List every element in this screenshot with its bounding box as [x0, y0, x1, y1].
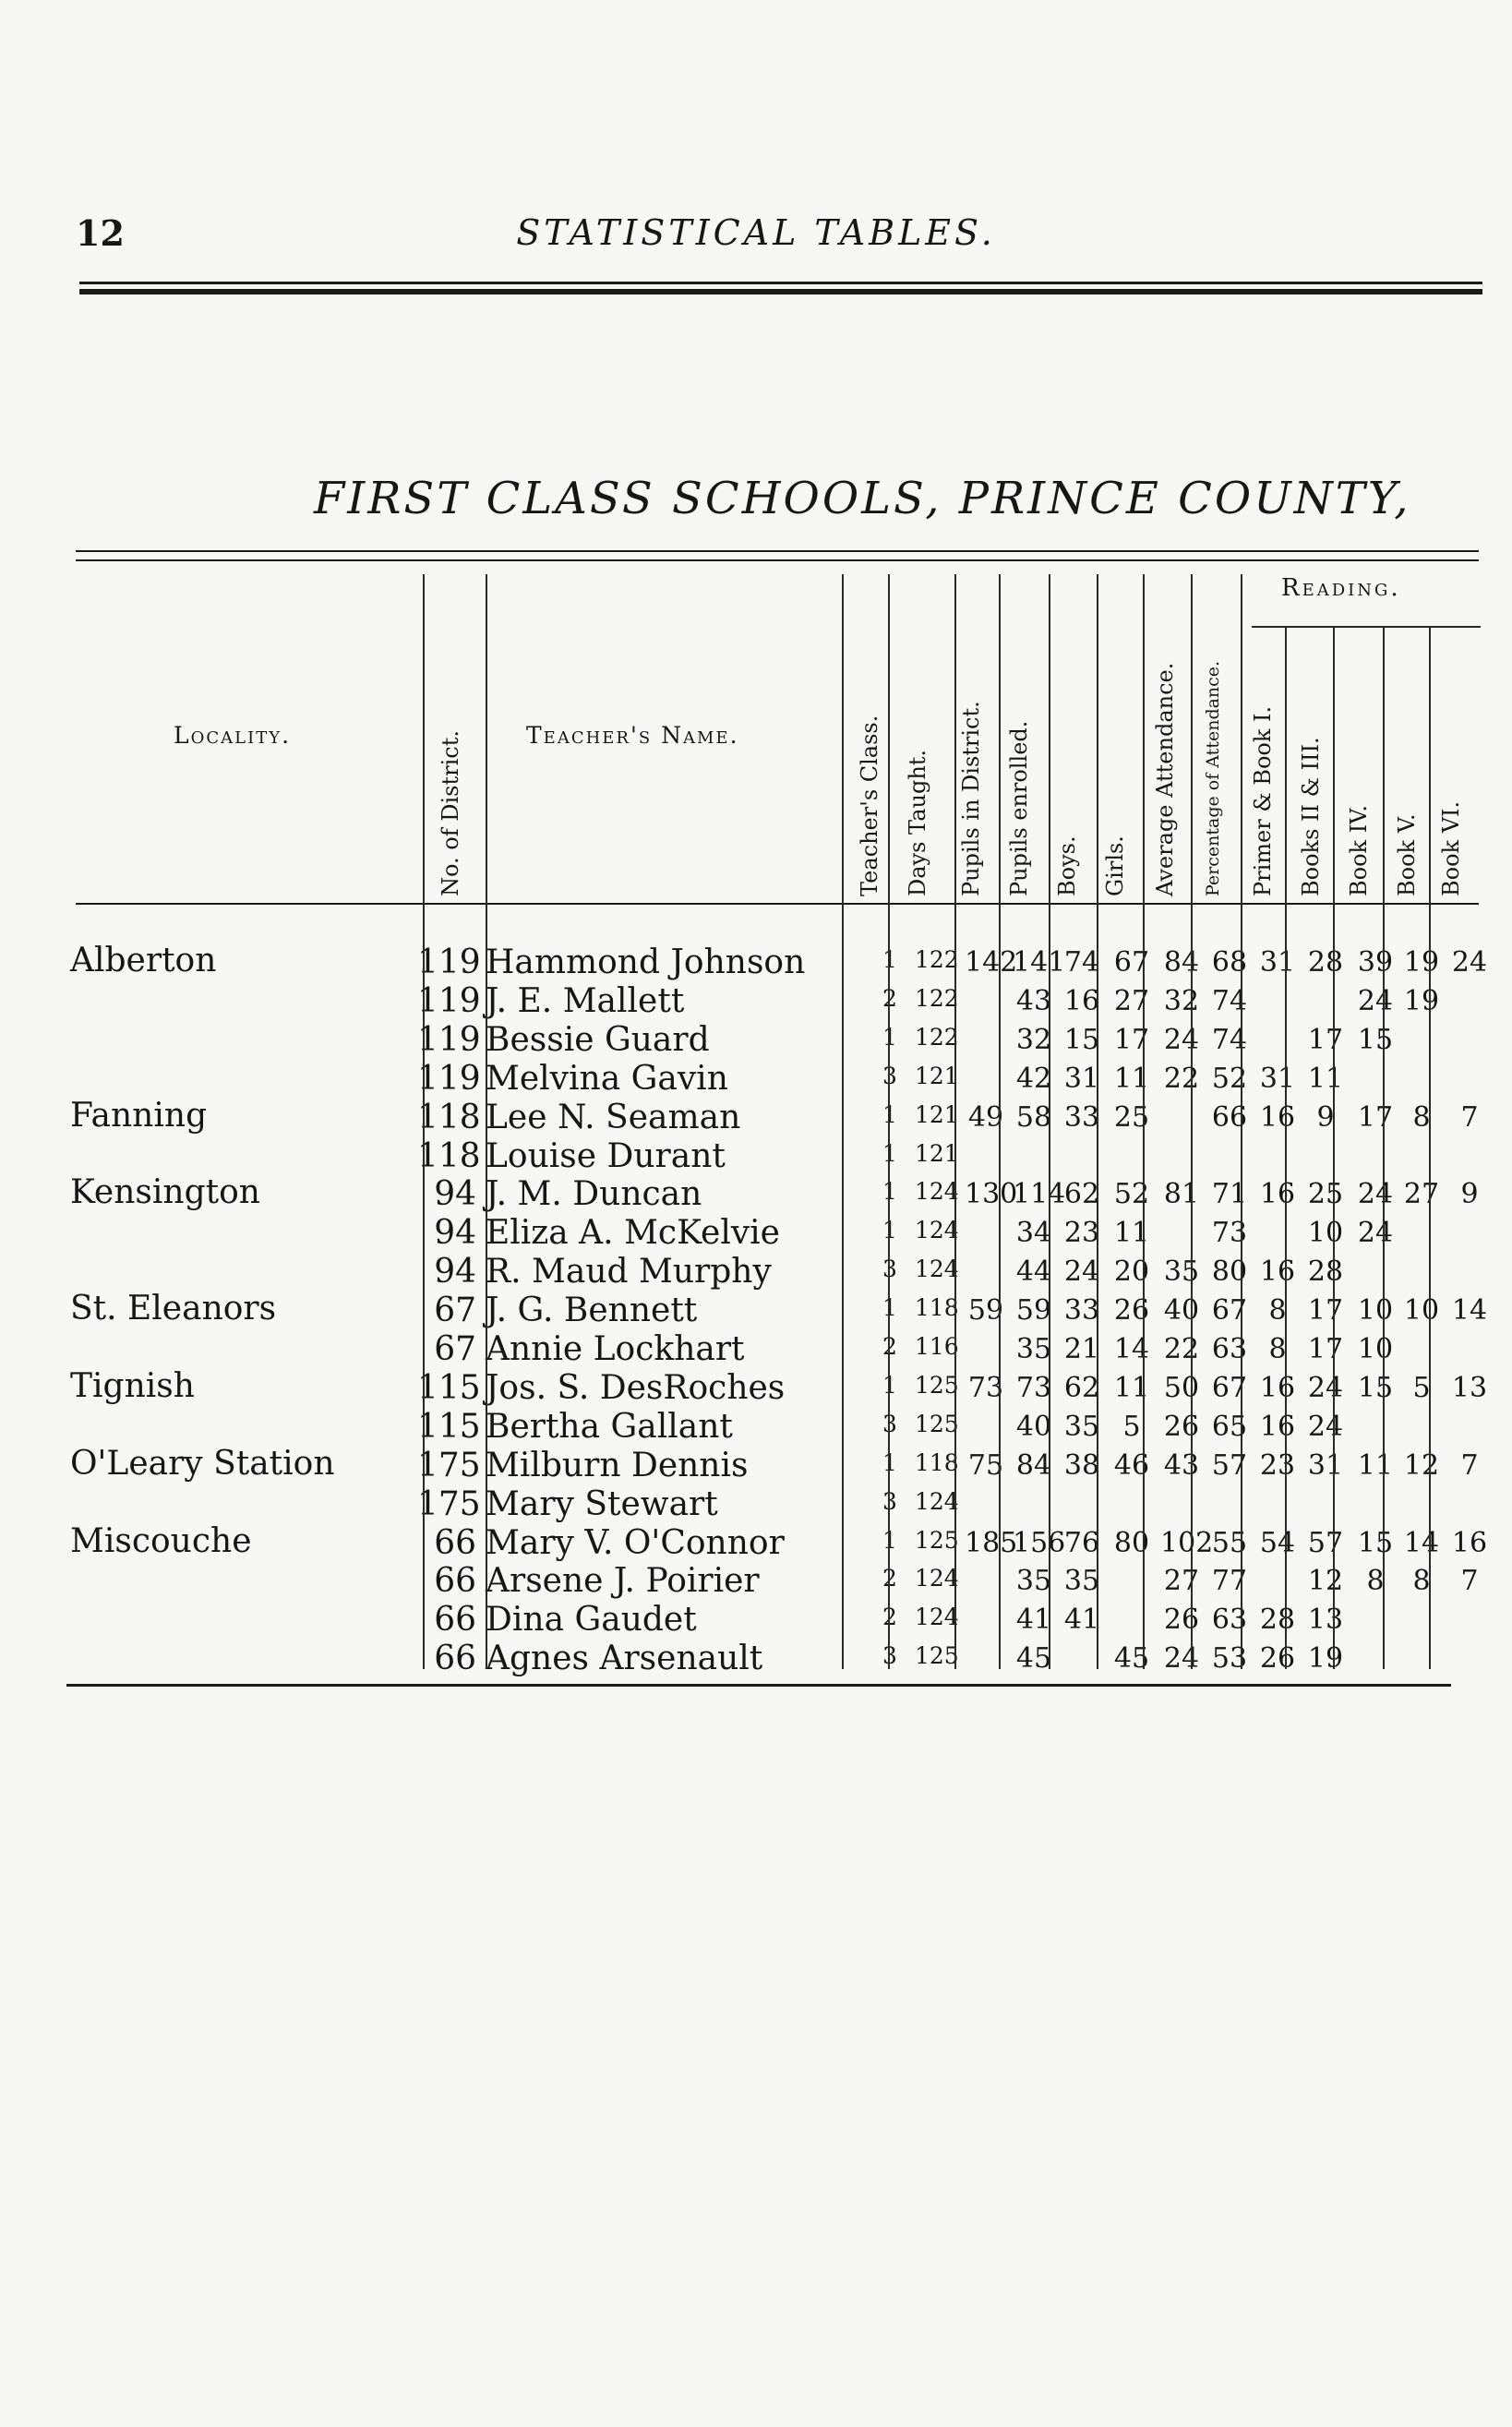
district-cell: 94	[434, 1253, 476, 1291]
data-cell: 14	[1403, 1527, 1440, 1559]
header-book-5: Book V.	[1394, 813, 1420, 896]
district-cell: 119	[417, 1060, 481, 1098]
data-cell: 65	[1211, 1411, 1248, 1443]
header-book-6: Book VI.	[1438, 800, 1464, 896]
data-cell: 28	[1307, 1256, 1344, 1288]
data-cell: 16	[1063, 985, 1100, 1017]
data-cell: 3	[882, 1256, 897, 1282]
data-cell: 81	[1163, 1178, 1200, 1210]
teacher-name-cell: Hammond Johnson	[486, 943, 806, 981]
data-cell: 142	[965, 946, 1018, 979]
data-cell: 24	[1357, 1217, 1394, 1249]
column-rule	[1049, 574, 1050, 1669]
teacher-name-cell: Bertha Gallant	[486, 1408, 733, 1446]
data-cell: 8	[1268, 1294, 1287, 1327]
data-cell: 25	[1113, 1101, 1150, 1134]
column-rule	[842, 574, 844, 1669]
data-cell: 11	[1357, 1449, 1394, 1482]
data-cell: 32	[1015, 1024, 1052, 1056]
data-cell: 8	[1366, 1565, 1385, 1597]
data-cell: 14	[1451, 1294, 1488, 1327]
header-teacher-name: Teacher's Name.	[526, 722, 739, 749]
header-bottom-rule	[76, 903, 1479, 905]
data-cell: 67	[1211, 1294, 1248, 1327]
data-cell: 13	[1451, 1372, 1488, 1404]
data-cell: 20	[1113, 1256, 1150, 1288]
data-cell: 156	[1013, 1527, 1066, 1559]
header-rule-thick	[79, 289, 1482, 294]
data-cell: 121	[915, 1140, 959, 1167]
data-cell: 21	[1063, 1333, 1100, 1365]
table-bottom-rule	[66, 1684, 1451, 1687]
column-rule	[1285, 628, 1287, 1669]
data-cell: 10	[1403, 1294, 1440, 1327]
data-cell: 17	[1307, 1333, 1344, 1365]
locality-cell: St. Eleanors	[70, 1290, 277, 1328]
data-cell: 9	[1460, 1178, 1479, 1210]
data-cell: 74	[1063, 946, 1100, 979]
data-cell: 55	[1211, 1527, 1248, 1559]
column-rule	[1097, 574, 1098, 1669]
data-cell: 125	[915, 1642, 959, 1669]
teacher-name-cell: Louise Durant	[486, 1137, 726, 1175]
data-cell: 32	[1163, 985, 1200, 1017]
locality-cell: Kensington	[70, 1173, 260, 1211]
data-cell: 19	[1403, 946, 1440, 979]
data-cell: 53	[1211, 1642, 1248, 1675]
data-cell: 8	[1268, 1333, 1287, 1365]
header-girls: Girls.	[1102, 835, 1128, 896]
data-cell: 46	[1113, 1449, 1150, 1482]
data-cell: 84	[1015, 1449, 1052, 1482]
district-cell: 67	[434, 1330, 476, 1368]
data-cell: 1	[882, 1178, 897, 1205]
data-cell: 71	[1211, 1178, 1248, 1210]
data-cell: 31	[1259, 946, 1296, 979]
data-cell: 16	[1259, 1372, 1296, 1404]
column-rule	[888, 574, 890, 1669]
data-cell: 33	[1063, 1101, 1100, 1134]
data-cell: 1	[882, 1024, 897, 1051]
district-cell: 115	[417, 1369, 481, 1407]
teacher-name-cell: Melvina Gavin	[486, 1060, 728, 1098]
data-cell: 3	[882, 1642, 897, 1669]
data-cell: 15	[1357, 1527, 1394, 1559]
data-cell: 16	[1259, 1411, 1296, 1443]
data-cell: 114	[1013, 1178, 1066, 1210]
data-cell: 27	[1403, 1178, 1440, 1210]
data-cell: 67	[1113, 946, 1150, 979]
data-cell: 40	[1163, 1294, 1200, 1327]
data-cell: 102	[1160, 1527, 1214, 1559]
data-cell: 75	[967, 1449, 1004, 1482]
data-cell: 26	[1113, 1294, 1150, 1327]
data-cell: 54	[1259, 1527, 1296, 1559]
teacher-name-cell: J. G. Bennett	[486, 1292, 698, 1329]
data-cell: 41	[1015, 1604, 1052, 1636]
data-cell: 122	[915, 985, 959, 1012]
data-cell: 141	[1013, 946, 1066, 979]
column-rule	[1241, 574, 1242, 1669]
district-cell: 119	[417, 1021, 481, 1059]
locality-cell: Tignish	[70, 1367, 195, 1405]
data-cell: 57	[1211, 1449, 1248, 1482]
data-cell: 17	[1113, 1024, 1150, 1056]
header-teachers-class: Teacher's Class.	[857, 715, 882, 896]
running-head: STATISTICAL TABLES.	[516, 212, 996, 253]
data-cell: 3	[882, 1488, 897, 1515]
data-cell: 2	[882, 1565, 897, 1592]
district-cell: 66	[434, 1601, 476, 1639]
data-cell: 35	[1015, 1333, 1052, 1365]
data-cell: 67	[1211, 1372, 1248, 1404]
column-rule	[1143, 574, 1145, 1669]
teacher-name-cell: Dina Gaudet	[486, 1601, 697, 1639]
data-cell: 22	[1163, 1063, 1200, 1095]
data-cell: 24	[1357, 985, 1394, 1017]
header-books-2-3: Books II & III.	[1298, 737, 1324, 896]
data-cell: 33	[1063, 1294, 1100, 1327]
data-cell: 1	[882, 1140, 897, 1167]
data-cell: 124	[915, 1604, 959, 1630]
data-cell: 11	[1113, 1217, 1150, 1249]
district-cell: 118	[417, 1137, 481, 1175]
data-cell: 121	[915, 1063, 959, 1089]
data-cell: 39	[1357, 946, 1394, 979]
teacher-name-cell: Bessie Guard	[486, 1021, 710, 1059]
locality-cell: Miscouche	[70, 1522, 252, 1560]
data-cell: 19	[1307, 1642, 1344, 1675]
data-cell: 122	[915, 946, 959, 973]
data-cell: 62	[1063, 1372, 1100, 1404]
data-cell: 24	[1357, 1178, 1394, 1210]
data-cell: 11	[1113, 1063, 1150, 1095]
data-cell: 15	[1357, 1024, 1394, 1056]
data-cell: 3	[882, 1063, 897, 1089]
data-cell: 59	[1015, 1294, 1052, 1327]
data-cell: 74	[1211, 1024, 1248, 1056]
teacher-name-cell: Lee N. Seaman	[486, 1099, 741, 1136]
data-cell: 124	[915, 1256, 959, 1282]
data-cell: 22	[1163, 1333, 1200, 1365]
data-cell: 27	[1113, 985, 1150, 1017]
data-cell: 44	[1015, 1256, 1052, 1288]
district-cell: 175	[417, 1485, 481, 1523]
column-rule	[1333, 628, 1335, 1669]
data-cell: 16	[1259, 1256, 1296, 1288]
data-cell: 17	[1307, 1294, 1344, 1327]
data-cell: 26	[1259, 1642, 1296, 1675]
data-cell: 42	[1015, 1063, 1052, 1095]
data-cell: 17	[1357, 1101, 1394, 1134]
data-cell: 122	[915, 1024, 959, 1051]
data-cell: 80	[1211, 1256, 1248, 1288]
data-cell: 185	[965, 1527, 1018, 1559]
data-cell: 7	[1460, 1565, 1479, 1597]
teacher-name-cell: R. Maud Murphy	[486, 1253, 772, 1291]
data-cell: 11	[1113, 1372, 1150, 1404]
data-cell: 12	[1307, 1565, 1344, 1597]
teacher-name-cell: J. M. Duncan	[486, 1175, 702, 1213]
header-locality: Locality.	[174, 722, 292, 749]
header-pupils-in-district: Pupils in District.	[958, 701, 984, 896]
data-cell: 49	[967, 1101, 1004, 1134]
data-cell: 2	[882, 985, 897, 1012]
data-cell: 50	[1163, 1372, 1200, 1404]
data-cell: 19	[1403, 985, 1440, 1017]
header-pupils-enrolled: Pupils enrolled.	[1006, 720, 1032, 896]
data-cell: 12	[1403, 1449, 1440, 1482]
column-rule	[1383, 628, 1385, 1669]
data-cell: 8	[1412, 1565, 1431, 1597]
teacher-name-cell: Eliza A. McKelvie	[486, 1214, 780, 1252]
teacher-name-cell: Annie Lockhart	[486, 1330, 745, 1368]
data-cell: 1	[882, 1527, 897, 1554]
data-cell: 16	[1451, 1527, 1488, 1559]
column-rule	[423, 574, 425, 1669]
data-cell: 45	[1015, 1642, 1052, 1675]
data-cell: 24	[1163, 1642, 1200, 1675]
district-cell: 118	[417, 1099, 481, 1136]
data-cell: 1	[882, 1217, 897, 1244]
column-rule	[1191, 574, 1193, 1669]
data-cell: 2	[882, 1604, 897, 1630]
data-cell: 116	[915, 1333, 959, 1360]
district-cell: 115	[417, 1408, 481, 1446]
teacher-name-cell: Mary Stewart	[486, 1485, 718, 1523]
table-title: FIRST CLASS SCHOOLS, PRINCE COUNTY,	[314, 473, 1411, 524]
data-cell: 23	[1259, 1449, 1296, 1482]
table-top-rule-2	[76, 559, 1479, 561]
data-cell: 5	[1412, 1372, 1431, 1404]
data-cell: 14	[1113, 1333, 1150, 1365]
header-boys: Boys.	[1054, 835, 1080, 896]
data-cell: 24	[1307, 1372, 1344, 1404]
data-cell: 77	[1211, 1565, 1248, 1597]
data-cell: 23	[1063, 1217, 1100, 1249]
district-cell: 66	[434, 1524, 476, 1562]
data-cell: 10	[1307, 1217, 1344, 1249]
data-cell: 43	[1163, 1449, 1200, 1482]
data-cell: 84	[1163, 946, 1200, 979]
data-cell: 10	[1357, 1333, 1394, 1365]
locality-cell: Alberton	[70, 942, 217, 979]
data-cell: 68	[1211, 946, 1248, 979]
table-top-rule	[76, 550, 1479, 552]
data-cell: 28	[1307, 946, 1344, 979]
data-cell: 52	[1211, 1063, 1248, 1095]
teacher-name-cell: Jos. S. DesRoches	[486, 1369, 786, 1407]
data-cell: 124	[915, 1178, 959, 1205]
page-number: 12	[76, 212, 125, 254]
district-cell: 94	[434, 1175, 476, 1213]
data-cell: 5	[1122, 1411, 1141, 1443]
district-cell: 67	[434, 1292, 476, 1329]
data-cell: 2	[882, 1333, 897, 1360]
district-cell: 94	[434, 1214, 476, 1252]
header-primer: Primer & Book I.	[1250, 705, 1276, 896]
data-cell: 73	[967, 1372, 1004, 1404]
data-cell: 26	[1163, 1411, 1200, 1443]
data-cell: 8	[1412, 1101, 1431, 1134]
header-average-attendance: Average Attendance.	[1152, 662, 1178, 896]
data-cell: 25	[1307, 1178, 1344, 1210]
data-cell: 28	[1259, 1604, 1296, 1636]
header-reading: Reading.	[1281, 574, 1401, 602]
data-cell: 34	[1015, 1217, 1052, 1249]
district-cell: 119	[417, 982, 481, 1020]
data-cell: 31	[1063, 1063, 1100, 1095]
header-percentage-attendance: Percentage of Attendance.	[1203, 660, 1223, 896]
teacher-name-cell: Arsene J. Poirier	[486, 1562, 760, 1600]
data-cell: 16	[1259, 1101, 1296, 1134]
data-cell: 26	[1163, 1604, 1200, 1636]
teacher-name-cell: Milburn Dennis	[486, 1447, 749, 1484]
data-cell: 1	[882, 1372, 897, 1399]
data-cell: 15	[1063, 1024, 1100, 1056]
column-rule	[486, 574, 487, 1669]
data-cell: 35	[1015, 1565, 1052, 1597]
header-rule	[79, 282, 1482, 284]
data-cell: 124	[915, 1488, 959, 1515]
data-cell: 45	[1113, 1642, 1150, 1675]
data-cell: 7	[1460, 1101, 1479, 1134]
data-cell: 73	[1211, 1217, 1248, 1249]
data-cell: 52	[1113, 1178, 1150, 1210]
data-cell: 76	[1063, 1527, 1100, 1559]
data-cell: 35	[1063, 1565, 1100, 1597]
data-cell: 24	[1063, 1256, 1100, 1288]
data-cell: 59	[967, 1294, 1004, 1327]
data-cell: 17	[1307, 1024, 1344, 1056]
district-cell: 66	[434, 1640, 476, 1677]
data-cell: 73	[1015, 1372, 1052, 1404]
data-cell: 24	[1163, 1024, 1200, 1056]
data-cell: 27	[1163, 1565, 1200, 1597]
data-cell: 1	[882, 1449, 897, 1476]
data-cell: 16	[1259, 1178, 1296, 1210]
data-cell: 118	[915, 1294, 959, 1321]
data-cell: 63	[1211, 1604, 1248, 1636]
data-cell: 124	[915, 1217, 959, 1244]
district-cell: 175	[417, 1447, 481, 1484]
column-rule	[1429, 628, 1431, 1669]
teacher-name-cell: J. E. Mallett	[486, 982, 685, 1020]
data-cell: 58	[1015, 1101, 1052, 1134]
data-cell: 125	[915, 1372, 959, 1399]
header-district: No. of District.	[438, 730, 463, 896]
column-rule	[954, 574, 956, 1669]
data-cell: 43	[1015, 985, 1052, 1017]
data-cell: 3	[882, 1411, 897, 1437]
data-cell: 38	[1063, 1449, 1100, 1482]
locality-cell: O'Leary Station	[70, 1445, 335, 1483]
data-cell: 57	[1307, 1527, 1344, 1559]
data-cell: 130	[965, 1178, 1018, 1210]
locality-cell: Fanning	[70, 1097, 208, 1135]
data-cell: 66	[1211, 1101, 1248, 1134]
data-cell: 9	[1316, 1101, 1335, 1134]
data-cell: 35	[1063, 1411, 1100, 1443]
district-cell: 119	[417, 943, 481, 981]
data-cell: 24	[1451, 946, 1488, 979]
data-cell: 7	[1460, 1449, 1479, 1482]
teacher-name-cell: Agnes Arsenault	[486, 1640, 763, 1677]
data-cell: 63	[1211, 1333, 1248, 1365]
data-cell: 13	[1307, 1604, 1344, 1636]
data-cell: 35	[1163, 1256, 1200, 1288]
district-cell: 66	[434, 1562, 476, 1600]
data-cell: 24	[1307, 1411, 1344, 1443]
data-cell: 41	[1063, 1604, 1100, 1636]
header-book-4: Book IV.	[1346, 805, 1372, 896]
data-cell: 124	[915, 1565, 959, 1592]
data-cell: 11	[1307, 1063, 1344, 1095]
column-rule	[999, 574, 1001, 1669]
data-cell: 31	[1307, 1449, 1344, 1482]
data-cell: 62	[1063, 1178, 1100, 1210]
data-cell: 31	[1259, 1063, 1296, 1095]
data-cell: 40	[1015, 1411, 1052, 1443]
data-cell: 118	[915, 1449, 959, 1476]
data-cell: 121	[915, 1101, 959, 1128]
data-cell: 1	[882, 1101, 897, 1128]
teacher-name-cell: Mary V. O'Connor	[486, 1524, 785, 1562]
data-cell: 80	[1113, 1527, 1150, 1559]
data-cell: 1	[882, 946, 897, 973]
data-cell: 15	[1357, 1372, 1394, 1404]
data-cell: 125	[915, 1411, 959, 1437]
data-cell: 125	[915, 1527, 959, 1554]
header-days-taught: Days Taught.	[905, 749, 930, 896]
data-cell: 10	[1357, 1294, 1394, 1327]
data-cell: 74	[1211, 985, 1248, 1017]
data-cell: 1	[882, 1294, 897, 1321]
